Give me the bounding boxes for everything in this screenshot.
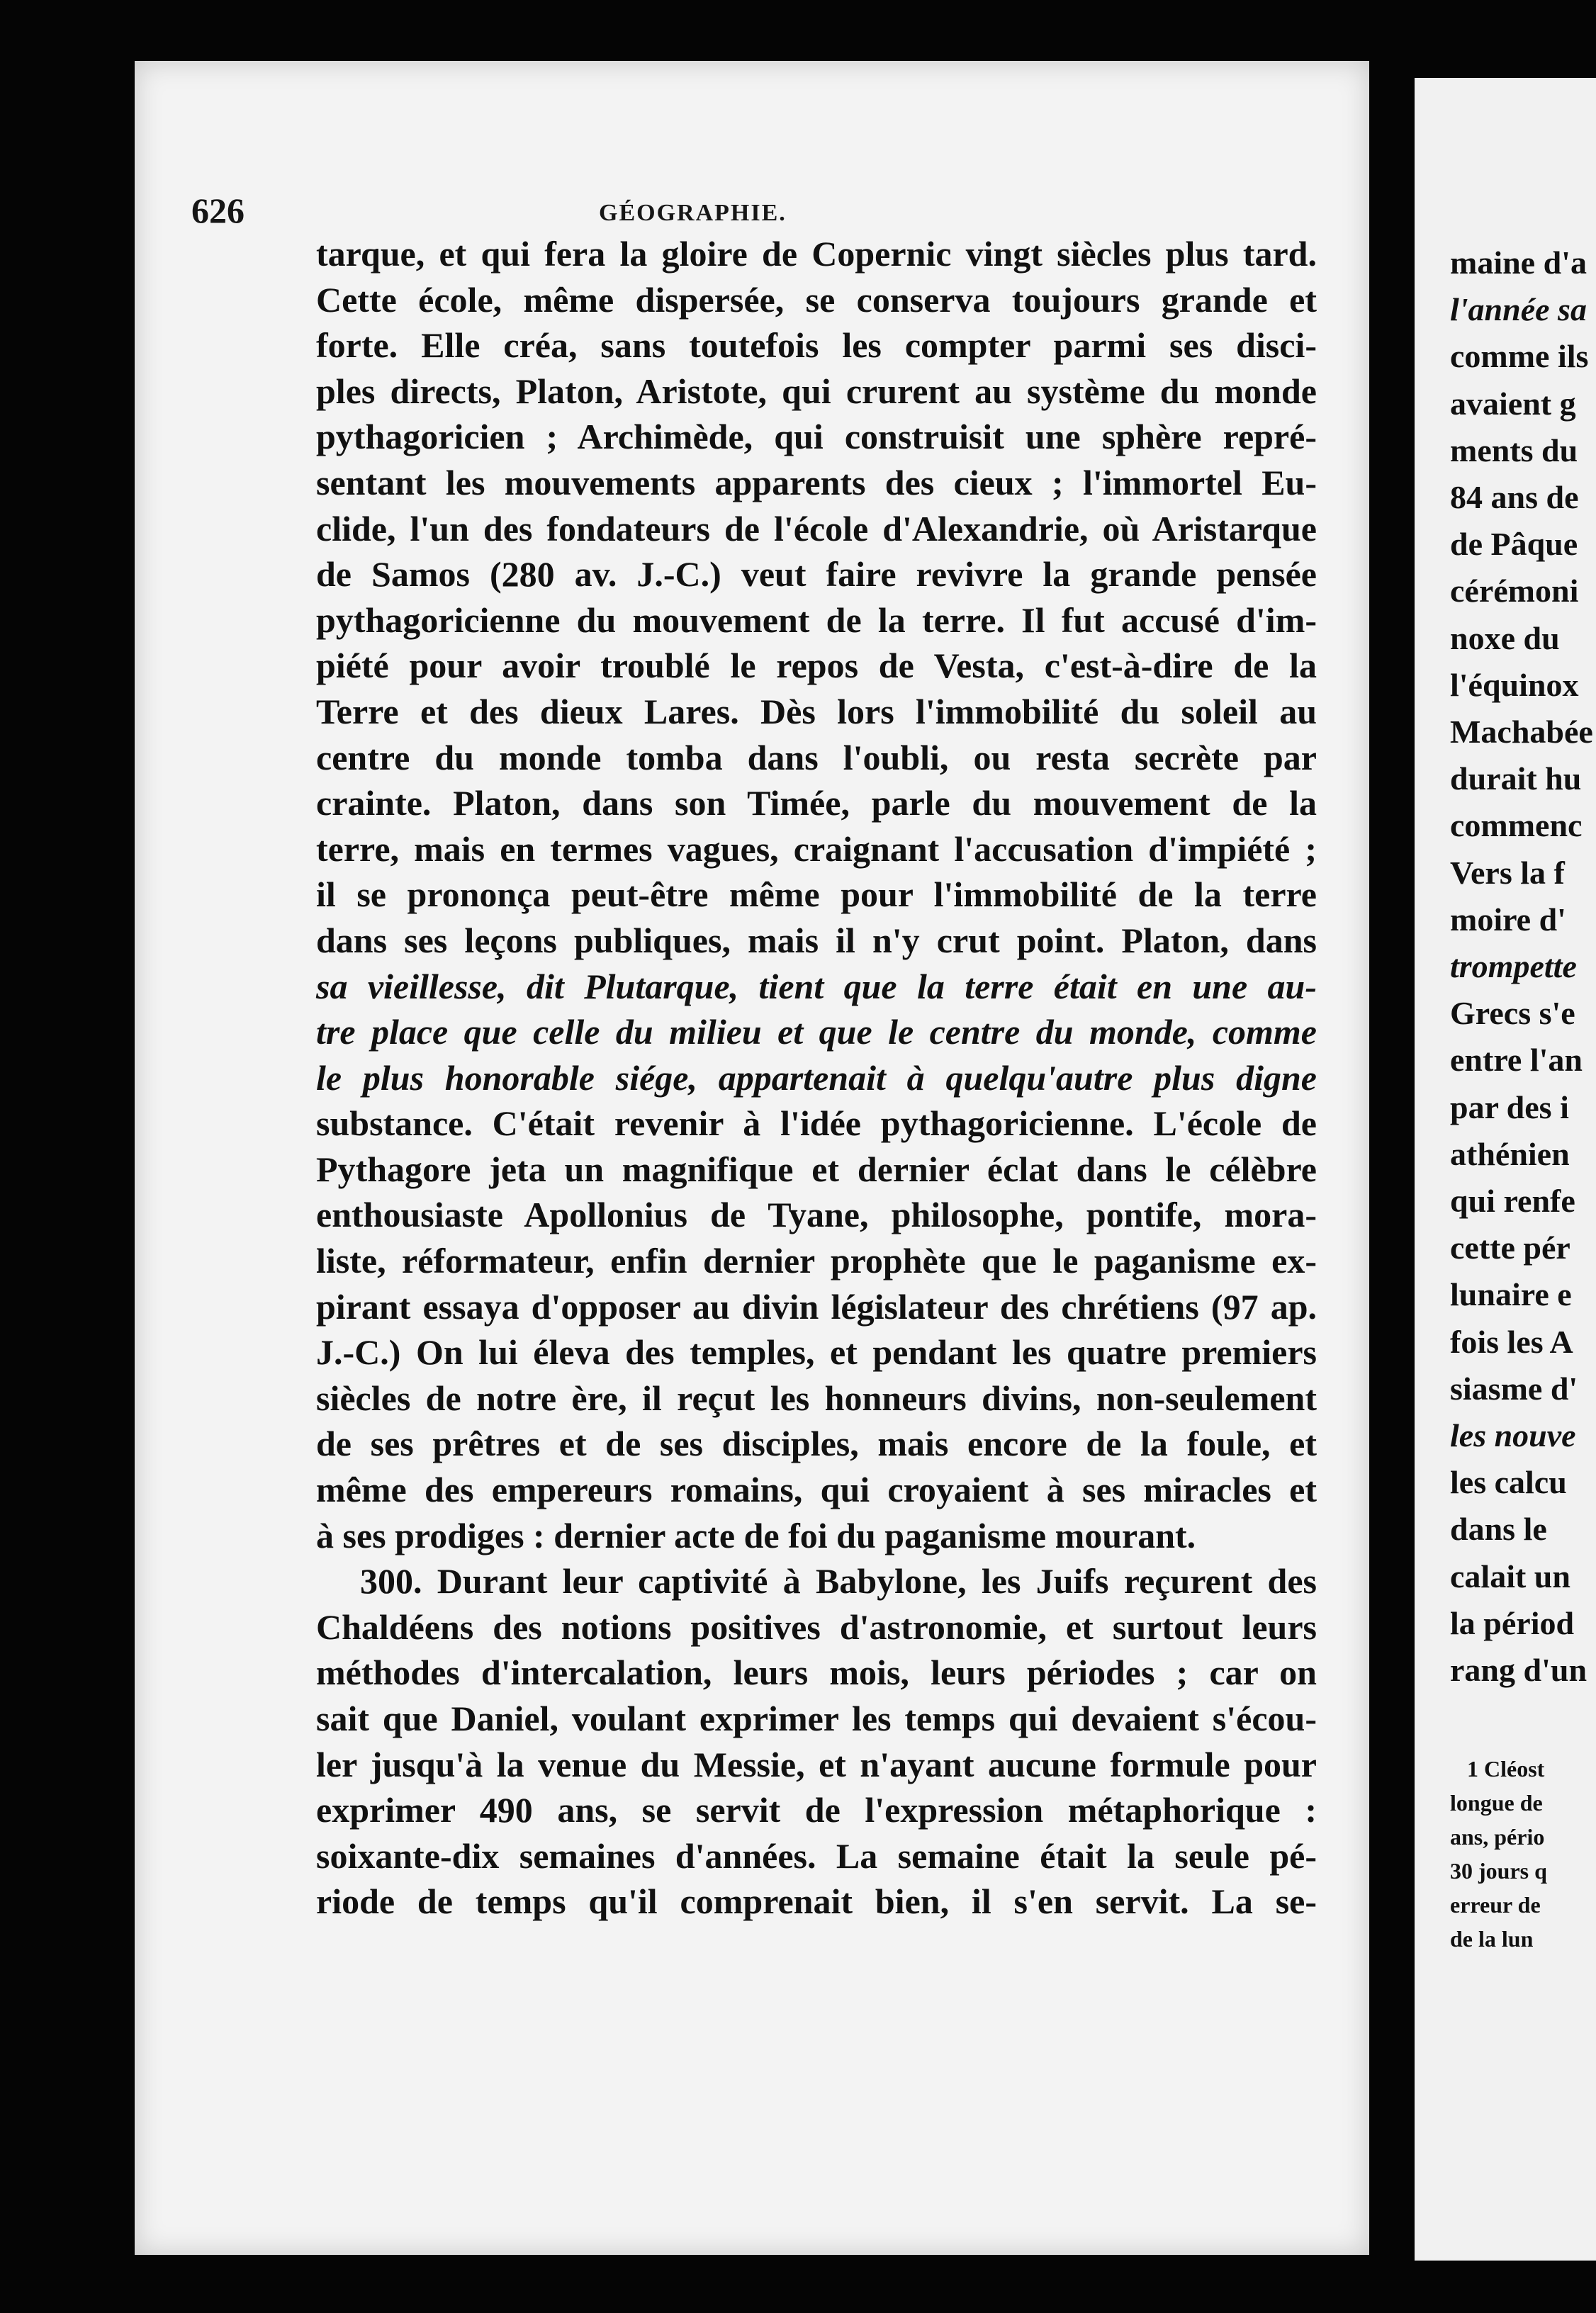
text-line: Pythagore jeta un magnifique et dernier éclat dans le célèbre	[316, 1149, 1317, 1189]
text-line: de ses prêtres et de ses disciples, mais encore de la foule, et	[316, 1424, 1317, 1464]
text-line: cette pér	[1450, 1229, 1570, 1266]
text-line: ler jusqu'à la venue du Messie, et n'ayant aucune formule pour	[316, 1744, 1317, 1784]
text-line: erreur de	[1450, 1892, 1541, 1918]
text-line: calait un	[1450, 1558, 1570, 1594]
text-line: forte. Elle créa, sans toutefois les compter parmi ses disci-	[316, 325, 1317, 366]
text-line: dans ses leçons publiques, mais il n'y crut point. Platon, dans	[316, 920, 1317, 960]
text-line: Terre et des dieux Lares. Dès lors l'immobilité du soleil au	[316, 691, 1317, 731]
text-line: de Samos (280 av. J.-C.) veut faire revivre la grande pensée	[316, 554, 1317, 595]
text-line: 1 Cléost	[1467, 1756, 1545, 1782]
text-line: soixante-dix semaines d'années. La semaine était la seule pé-	[316, 1835, 1317, 1876]
text-line: 30 jours q	[1450, 1858, 1547, 1884]
text-line: substance. C'était revenir à l'idée pythagoricienne. L'école de	[316, 1103, 1317, 1144]
text-line: ans, pério	[1450, 1824, 1545, 1850]
text-line: entre l'an	[1450, 1042, 1583, 1079]
text-line: Grecs s'e	[1450, 995, 1575, 1032]
text-line: cérémoni	[1450, 573, 1579, 609]
text-line: J.-C.) On lui éleva des temples, et pendant les quatre premiers	[316, 1332, 1317, 1373]
text-line: pythagoricien ; Archimède, qui construisit une sphère repré-	[316, 417, 1317, 457]
text-line: dans le	[1450, 1511, 1547, 1548]
text-line: sait que Daniel, voulant exprimer les temps qui devaient s'écou-	[316, 1699, 1317, 1738]
text-line: pythagoricienne du mouvement de la terre. Il fut accusé d'im-	[316, 600, 1317, 640]
text-line: de Pâque	[1450, 526, 1578, 563]
text-line: 84 ans de	[1450, 479, 1579, 516]
text-line: par des i	[1450, 1088, 1569, 1125]
text-line: sa vieillesse, dit Plutarque, tient que la terre était en une au-	[316, 966, 1317, 1006]
text-line: méthodes d'intercalation, leurs mois, leurs périodes ; car on	[316, 1653, 1317, 1693]
text-line: tre place que celle du milieu et que le centre du monde, comme	[316, 1012, 1317, 1052]
text-line: maine d'a	[1450, 244, 1587, 281]
text-line: à ses prodiges : dernier acte de foi du paganisme mourant.	[316, 1515, 1196, 1555]
page-header	[191, 190, 1318, 230]
text-line: siasme d'	[1450, 1370, 1578, 1407]
text-line: pirant essaya d'opposer au divin législateur des chrétiens (97 ap.	[316, 1286, 1317, 1327]
right-page-footnote	[1450, 1752, 1596, 1956]
text-line: les calcu	[1450, 1464, 1567, 1501]
text-line: lunaire e	[1450, 1276, 1572, 1313]
text-line: qui renfe	[1450, 1183, 1575, 1220]
page-number: 626	[191, 191, 245, 230]
text-line: l'équinox	[1450, 666, 1579, 703]
text-line: l'année sa	[1450, 291, 1587, 328]
running-title: GÉOGRAPHIE.	[599, 200, 787, 226]
text-line: avaient g	[1450, 385, 1576, 422]
text-line: piété pour avoir troublé le repos de Vesta, c'est-à-dire de la	[316, 646, 1317, 686]
right-page-text	[1450, 240, 1596, 1694]
text-line: clide, l'un des fondateurs de l'école d'Alexandrie, où Aristarque	[316, 508, 1317, 548]
text-line: la périod	[1450, 1604, 1575, 1641]
text-line: ples directs, Platon, Aristote, qui crurent au système du monde	[316, 371, 1317, 411]
text-line: Vers la f	[1450, 854, 1565, 891]
text-line: le plus honorable siége, appartenait à quelqu'autre plus digne	[316, 1057, 1317, 1098]
text-line: longue de	[1450, 1790, 1543, 1816]
text-line: sentant les mouvements apparents des cieux ; l'immortel Eu-	[316, 462, 1317, 502]
text-line: rang d'un	[1450, 1652, 1587, 1689]
text-line: terre, mais en termes vagues, craignant l'accusation d'impiété ;	[316, 828, 1317, 869]
text-line: les nouve	[1450, 1417, 1576, 1454]
text-line: 300. Durant leur captivité à Babylone, les Juifs reçurent des	[360, 1561, 1317, 1602]
text-line: tarque, et qui fera la gloire de Copernic vingt siècles plus tard.	[316, 234, 1317, 274]
main-text-block	[316, 231, 1317, 1925]
text-line: centre du monde tomba dans l'oubli, ou resta secrète par	[316, 737, 1317, 777]
text-line: trompette	[1450, 948, 1577, 985]
text-line: noxe du	[1450, 619, 1560, 656]
text-line: Cette école, même dispersée, se conserva toujours grande et	[316, 279, 1317, 320]
text-line: de la lun	[1450, 1926, 1534, 1952]
text-line: siècles de notre ère, il reçut les honneurs divins, non-seulement	[316, 1378, 1317, 1418]
text-line: liste, réformateur, enfin dernier prophète que le paganisme ex-	[316, 1241, 1317, 1281]
text-line: fois les A	[1450, 1323, 1573, 1360]
text-line: même des empereurs romains, qui croyaient à ses miracles et	[316, 1470, 1317, 1510]
text-line: enthousiaste Apollonius de Tyane, philosophe, pontife, mora-	[316, 1195, 1317, 1235]
text-line: exprimer 490 ans, se servit de l'expression métaphorique :	[316, 1790, 1317, 1830]
text-line: commenc	[1450, 807, 1583, 844]
text-line: comme ils	[1450, 338, 1589, 375]
text-line: riode de temps qu'il comprenait bien, il s'en servit. La se-	[316, 1881, 1317, 1922]
text-line: il se prononça peut-être même pour l'immobilité de la terre	[316, 874, 1317, 915]
text-line: Chaldéens des notions positives d'astronomie, et surtout leurs	[316, 1606, 1317, 1647]
text-line: crainte. Platon, dans son Timée, parle du mouvement de la	[316, 783, 1317, 823]
text-line: athénien	[1450, 1135, 1570, 1172]
text-line: ments du	[1450, 432, 1578, 468]
text-line: Machabée	[1450, 714, 1593, 750]
text-line: moire d'	[1450, 901, 1566, 938]
text-line: durait hu	[1450, 760, 1582, 797]
